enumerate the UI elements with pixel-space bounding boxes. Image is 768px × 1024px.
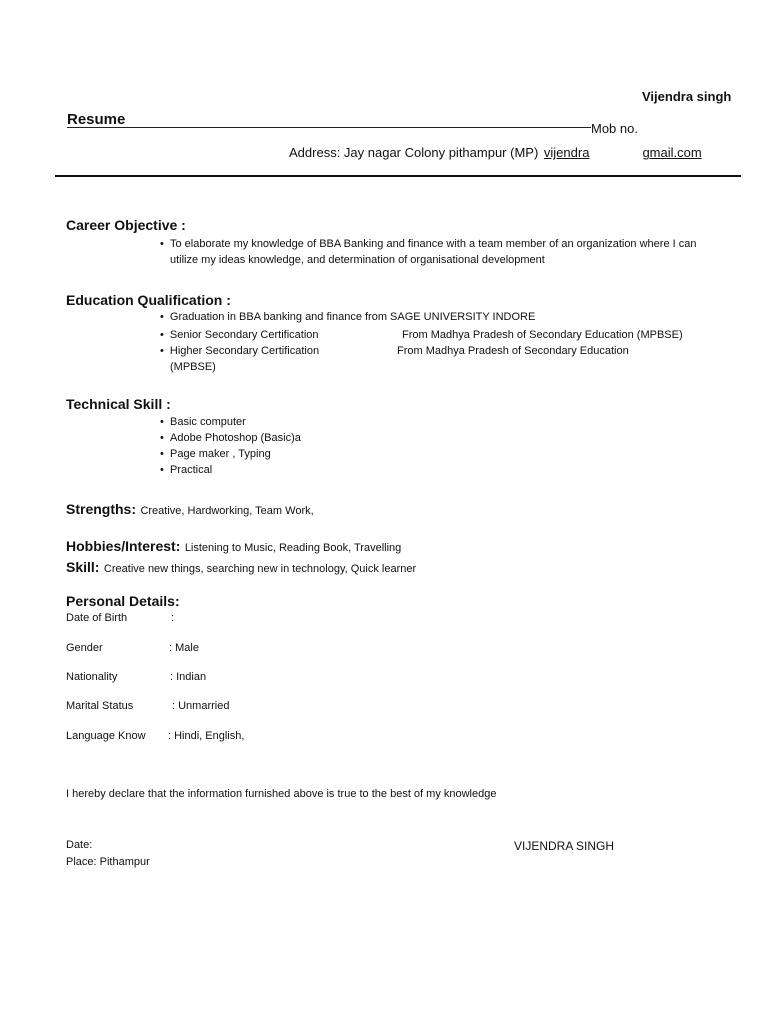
hobbies-value: Listening to Music, Reading Book, Travelling bbox=[184, 542, 402, 554]
header-divider bbox=[55, 175, 741, 177]
declaration-text: I hereby declare that the information furnished above is true to the best of my knowledge bbox=[66, 788, 497, 800]
skill-label: Skill: bbox=[66, 559, 100, 575]
education-item bbox=[160, 311, 535, 323]
title-underline bbox=[67, 127, 591, 128]
personal-label: Date of Birth bbox=[66, 612, 128, 624]
personal-value: : Male bbox=[169, 642, 199, 654]
education-name: Senior Secondary Certification bbox=[169, 329, 319, 341]
education-heading: Education Qualification : bbox=[66, 292, 231, 308]
place-text: Place: Pithampur bbox=[66, 856, 150, 868]
technical-skill-list bbox=[160, 414, 301, 478]
education-board: From Madhya Pradesh of Secondary Education (MPBSE) bbox=[402, 329, 683, 341]
personal-value: : Indian bbox=[170, 671, 207, 683]
email-domain[interactable]: gmail.com bbox=[642, 145, 702, 160]
bullet: • bbox=[160, 311, 164, 323]
list-item: • Basic computer bbox=[160, 414, 301, 430]
bullet: • bbox=[160, 329, 164, 341]
education-item bbox=[160, 345, 319, 357]
date-label: Date: bbox=[66, 839, 93, 851]
strengths-line bbox=[66, 501, 314, 519]
personal-details-heading: Personal Details: bbox=[66, 593, 180, 609]
education-board: From Madhya Pradesh of Secondary Education bbox=[397, 345, 629, 357]
personal-label: Gender bbox=[66, 642, 103, 654]
hobbies-line bbox=[66, 538, 401, 556]
education-item bbox=[160, 329, 319, 341]
career-objective-list bbox=[160, 236, 722, 268]
personal-value: : bbox=[171, 612, 175, 624]
education-name: Higher Secondary Certification bbox=[169, 345, 320, 357]
strengths-value: Creative, Hardworking, Team Work, bbox=[140, 505, 314, 517]
education-board-continuation: (MPBSE) bbox=[170, 361, 216, 373]
mobile-label: Mob no. bbox=[591, 121, 638, 136]
personal-label: Marital Status bbox=[66, 700, 134, 712]
strengths-label: Strengths: bbox=[66, 501, 136, 517]
list-item: • Page maker , Typing bbox=[160, 446, 301, 462]
personal-value: : Hindi, English, bbox=[168, 730, 245, 742]
candidate-name: Vijendra singh bbox=[642, 89, 732, 104]
skill-line bbox=[66, 559, 416, 577]
email-user[interactable]: vijendra bbox=[543, 145, 590, 160]
address-text: Address: Jay nagar Colony pithampur (MP) bbox=[289, 145, 539, 160]
technical-skill-heading: Technical Skill : bbox=[66, 396, 171, 412]
career-objective-heading: Career Objective : bbox=[66, 217, 186, 233]
personal-label: Language Know bbox=[66, 730, 146, 742]
hobbies-label: Hobbies/Interest: bbox=[66, 538, 181, 554]
personal-label: Nationality bbox=[66, 671, 118, 683]
list-item: • To elaborate my knowledge of BBA Banking and finance with a team member of an organization where I can utilize my ideas knowledge, and determination of organisational development bbox=[160, 236, 722, 268]
list-item: • Practical bbox=[160, 462, 301, 478]
resume-title: Resume bbox=[67, 111, 126, 128]
list-item: • Adobe Photoshop (Basic)a bbox=[160, 430, 301, 446]
signature-name: VIJENDRA SINGH bbox=[514, 839, 615, 853]
education-name: Graduation in BBA banking and finance from SAGE UNIVERSITY INDORE bbox=[169, 311, 536, 323]
skill-value: Creative new things, searching new in technology, Quick learner bbox=[103, 563, 417, 575]
personal-value: : Unmarried bbox=[172, 700, 230, 712]
bullet: • bbox=[160, 345, 164, 357]
address-line bbox=[289, 145, 702, 160]
